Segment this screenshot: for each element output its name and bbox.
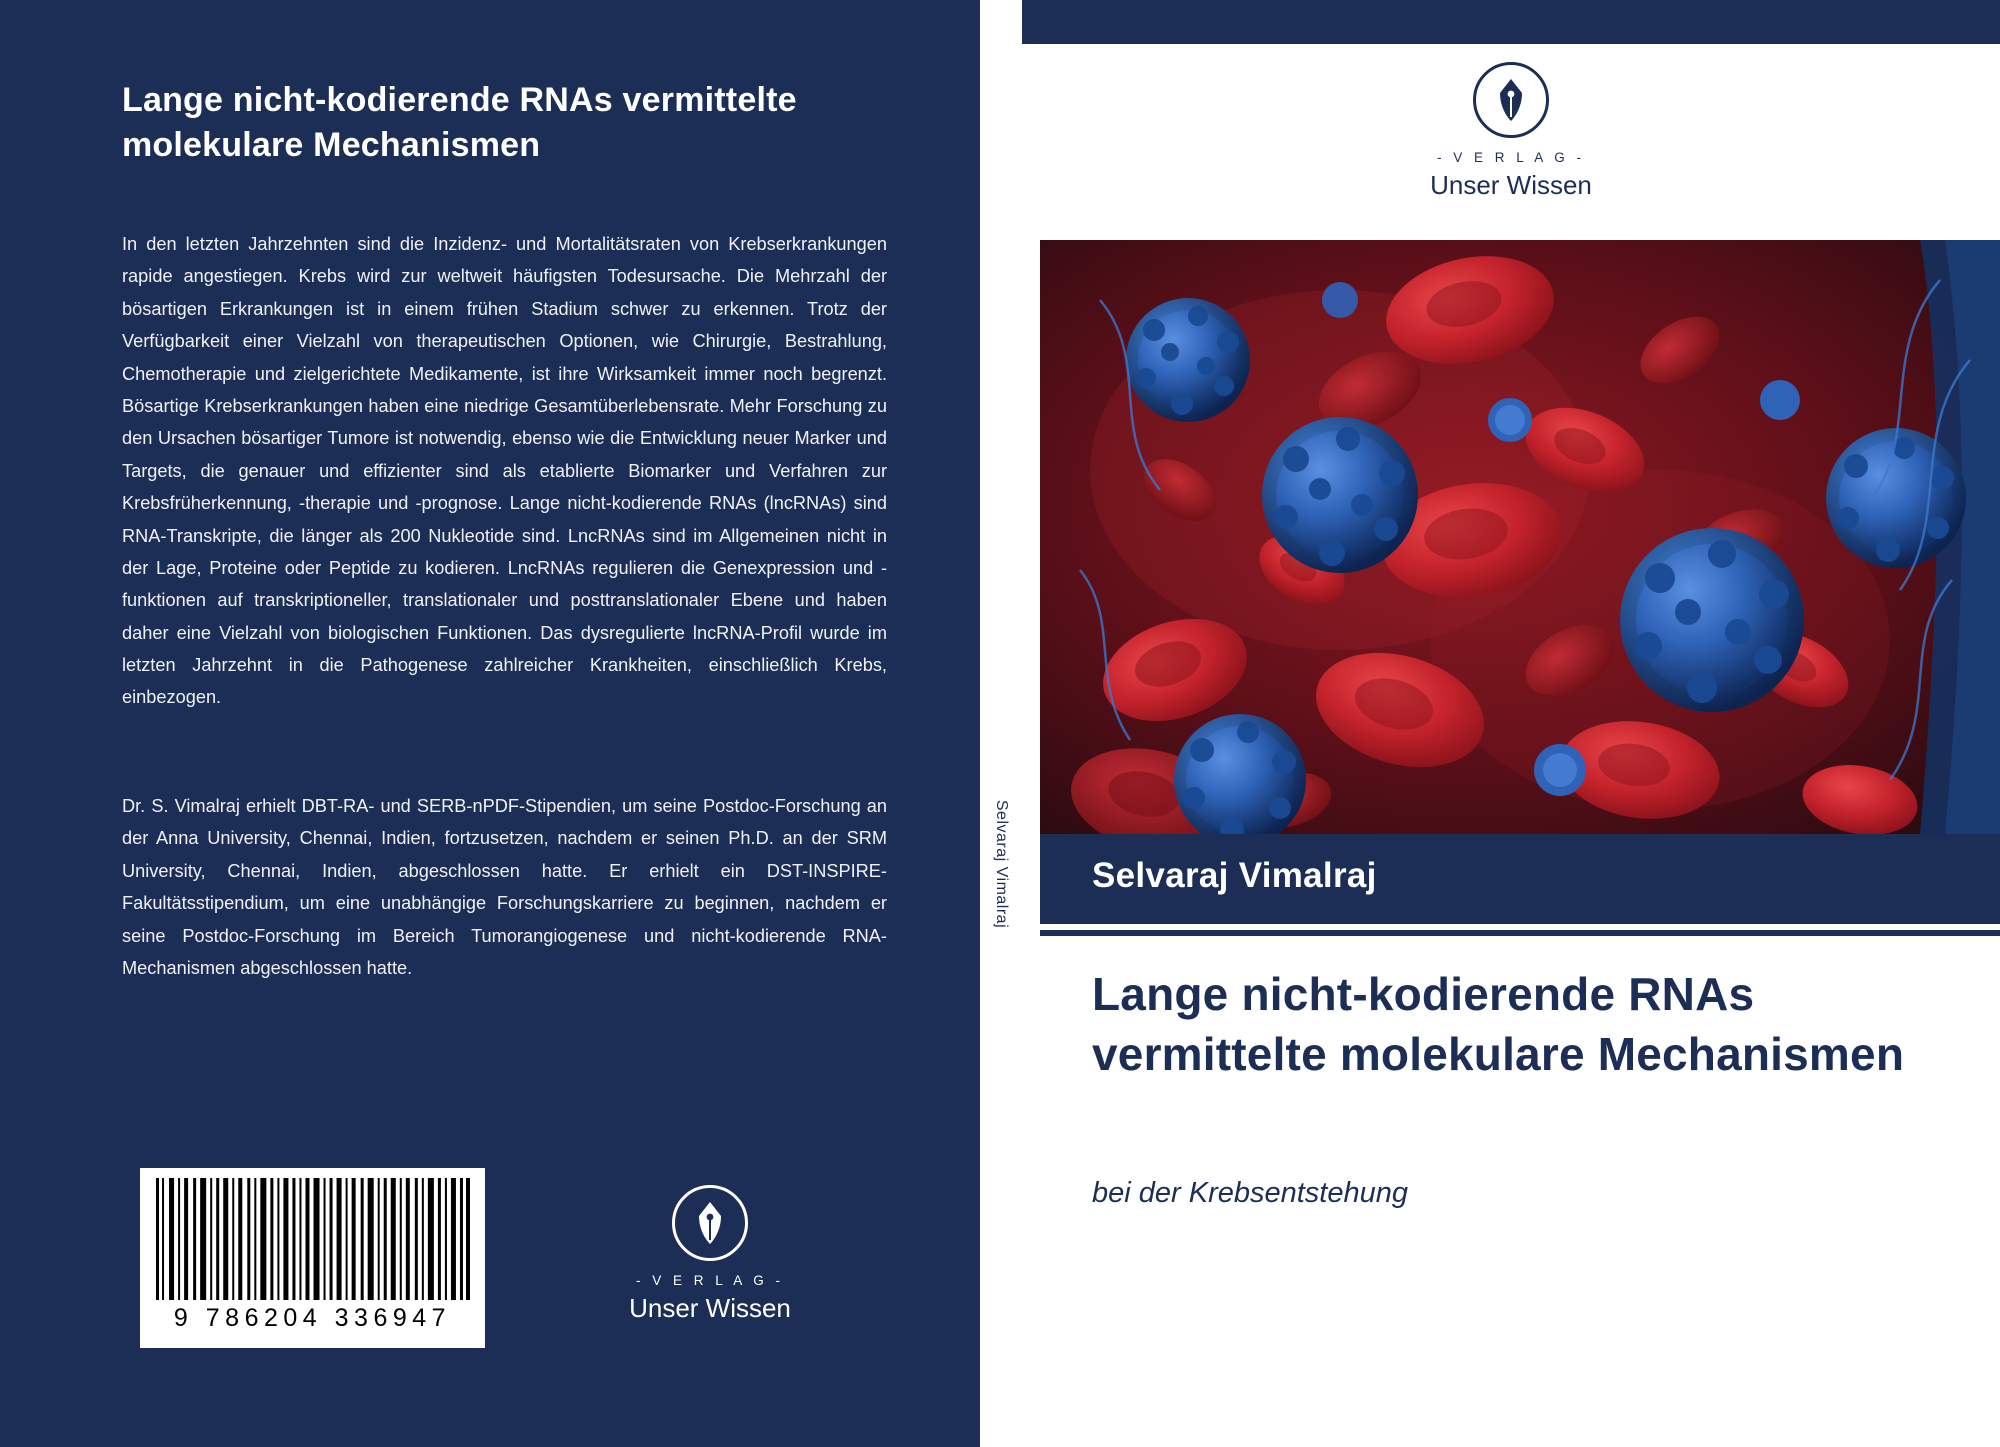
spine-author-name: Selvaraj Vimalraj — [993, 799, 1010, 929]
front-cover-title: Lange nicht-kodierende RNAs vermittelte molekulare Mechanismen — [1092, 968, 1905, 1080]
publisher-name: Unser Wissen — [629, 1293, 791, 1323]
back-cover-panel — [0, 0, 980, 1447]
fountain-pen-nib-icon — [690, 1200, 730, 1246]
back-cover-title: Lange nicht-kodierende RNAs vermittelte molekulare Mechanismen — [122, 81, 797, 164]
back-publisher-logo — [600, 1185, 820, 1324]
publisher-name: Unser Wissen — [1430, 170, 1592, 200]
publisher-verlag-label: - V E R L A G - — [1436, 150, 1586, 165]
publisher-verlag-label: - V E R L A G - — [635, 1273, 785, 1288]
front-cover-top-bar — [1022, 0, 2000, 44]
front-publisher-logo — [1381, 62, 1641, 201]
isbn-barcode — [140, 1168, 485, 1348]
publisher-seal-icon — [672, 1185, 748, 1261]
front-cover-subtitle: bei der Krebsentstehung — [1092, 1177, 1408, 1209]
cover-illustration — [1040, 240, 2000, 834]
front-cover-author: Selvaraj Vimalraj — [1092, 856, 1377, 895]
blood-cells-illustration-graphic — [1040, 240, 2000, 834]
fountain-pen-nib-icon — [1491, 77, 1531, 123]
isbn-number: 9 786204 336947 — [173, 1304, 452, 1332]
barcode-bars-graphic — [152, 1178, 473, 1300]
back-cover-abstract: In den letzten Jahrzehnten sind die Inzidenz- und Mortalitätsraten von Krebserkrankungen rapide angestiegen. Krebs wird zur weltweit häufigsten Todesursache. Die Mehrzahl der bösartigen Erkrankungen ist in einem frühen Stadium schwer zu erkennen. Trotz der Verfügbarkeit einer Vielzahl von therapeutischen Optionen, wie Chirurgie, Bestrahlung, Chemotherapie und zielgerichtete Medikamente, ist ihre Wirksamkeit immer noch begrenzt. Bösartige Krebserkrankungen haben eine niedrige Gesamtüberlebensrate. Mehr Forschung zu den Ursachen bösartiger Tumore ist notwendig, ebenso wie die Entwicklung neuer Marker und Targets, die genauer und effizienter sind als etablierte Biomarker und Verfahren zur Krebsfrüherkennung, -therapie und -prognose. Lange nicht-kodierende RNAs (lncRNAs) sind RNA-Transkripte, die länger als 200 Nukleotide sind. LncRNAs sind im Allgemeinen nicht in der Lage, Proteine oder Peptide zu kodieren. LncRNAs regulieren die Genexpression und -funktionen auf transkriptioneller, translationaler und posttranslationaler Ebene und haben daher eine Vielzahl von biologischen Funktionen. Das dysregulierte lncRNA-Profil wurde im letzten Jahrzehnt in die Pathogenese zahlreicher Krankheiten, einschließlich Krebs, einbezogen. — [122, 234, 887, 708]
front-cover-panel — [1022, 0, 2000, 1447]
publisher-seal-icon — [1473, 62, 1549, 138]
book-spine — [980, 0, 1022, 1447]
author-biography: Dr. S. Vimalraj erhielt DBT-RA- und SERB-nPDF-Stipendien, um seine Postdoc-Forschung an der Anna University, Chennai, Indien, fortzusetzen, nachdem er seinen Ph.D. an der SRM University, Chennai, Indien, abgeschlossen hatte. Er erhielt ein DST-INSPIRE-Fakultätsstipendium, um eine unabhängige Forschungskarriere zu beginnen, nachdem er seine Postdoc-Forschung im Bereich Tumorangiogenese und nicht-kodierende RNA-Mechanismen abgeschlossen hatte. — [122, 796, 887, 978]
title-divider — [1040, 930, 2000, 936]
